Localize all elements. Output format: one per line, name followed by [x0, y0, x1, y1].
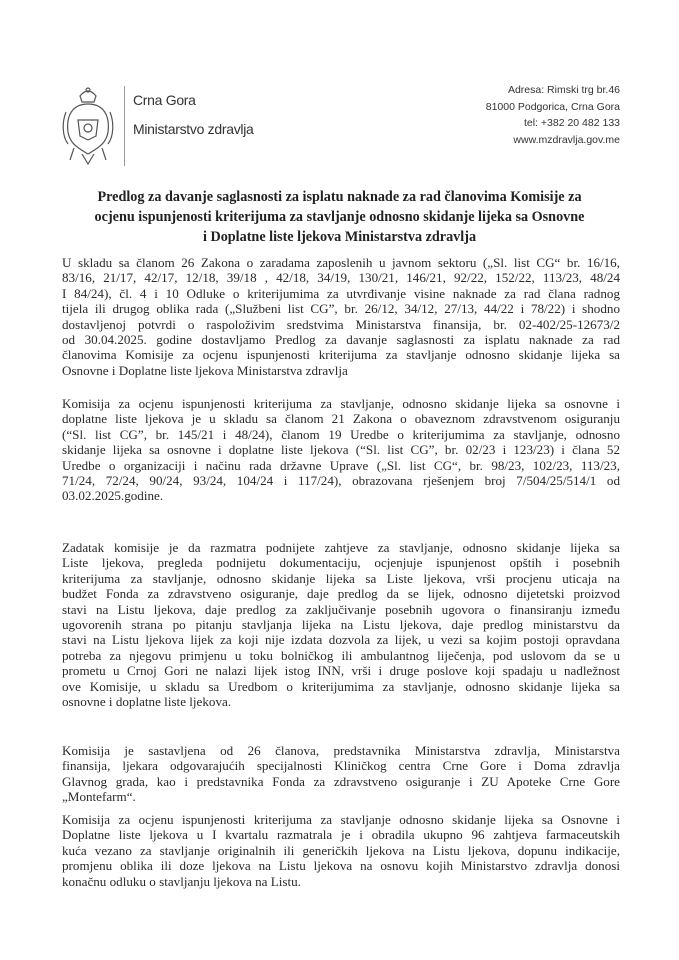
title-line: i Doplatne liste ljekova Ministarstva zdravlja [202, 229, 477, 245]
text-line: stavi na Listu ljekova lijek za koji nije izdata dozvola za lijek, u vezi sa kojim postoji opravdana [62, 632, 620, 648]
coat-of-arms-icon [60, 82, 116, 168]
text-line: Liste ljekova, pregleda podnijetu dokumentaciju, ocjenjuje ispunjenost opštih i posebnih [62, 555, 620, 571]
text-line: I 84/24), čl. 4 i 10 Odluke o kriterijumima za utvrđivanje visine naknade za rad člana radnog [62, 285, 620, 301]
text-line: potreba za njegovu primjenu u toku bolničkog ili ambulantnog liječenja, pod uslovom da se u [62, 647, 620, 663]
country-name: Crna Gora [133, 92, 196, 108]
text-line: 83/16, 21/17, 42/17, 12/18, 39/18 , 42/18, 34/19, 130/21, 146/21, 92/22, 152/22, 113/23, 48/24 [62, 270, 620, 286]
text-line: skidanje lijeka sa osnovne i doplatne liste ljekova (“Sl. list CG”, br. 02/23 i 123/23) i člana 52 [62, 442, 620, 458]
text-line: „Montefarm“. [62, 789, 136, 805]
text-line: 71/24, 72/24, 90/24, 93/24, 104/24 i 117/24), obrazovana rješenjem broj 7/504/25/514/1 od [62, 473, 620, 489]
text-line: ugovorenih strana po pitanju stavljanja lijeka na Listu ljekova, daje predlog ministarstvu da [62, 617, 620, 633]
text-line: dostavljenoj potvrdi o raspoloživim sredstvima Ministarstva finansija, br. 02-402/25-12673/2 [62, 316, 620, 332]
address-city: 81000 Podgorica, Crna Gora [485, 100, 620, 113]
text-line: budžet Fonda za zdravstveno osiguranje, daje predlog da se lijek, odnosno dijetetski proizvod [62, 586, 620, 602]
text-line: U skladu sa članom 26 Zakona o zaradama zaposlenih u javnom sektoru („Sl. list CG“ br. 16/16, [62, 255, 620, 270]
text-line: osnovne i doplatne liste ljekova. [62, 694, 232, 710]
text-line: promjenu oblika ili doze ljekova na Listu ljekova na osnovu kojih Ministarstvo zdravlja donosi [62, 858, 620, 874]
text-line: Doplatne liste ljekova u I kvartalu razmatrala je i obradila ukupno 96 zahtjeva farmaceutskih [62, 827, 620, 843]
text-line: prometu u Crnoj Gori ne nalazi lijek istog INN, vrši i druge poslove koji spadaju u nadležnost [62, 663, 620, 679]
text-line: Uredbe o organizaciji i načinu rada državne Uprave („Sl. list CG“, br. 98/23, 102/23, 113/23, [62, 457, 620, 473]
text-line: Komisija za ocjenu ispunjenosti kriterijuma za stavljanje odnosno skidanje lijeka sa Osnovne i [62, 812, 620, 827]
paragraph-legal-basis [62, 255, 620, 378]
phone: tel: +382 20 482 133 [523, 117, 620, 129]
text-line: Komisija za ocjenu ispunjenosti kriterijuma za stavljanje, odnosno skidanje lijeka sa osnovne i [62, 396, 620, 411]
text-line: Zadatak komisije je da razmatra podnijete zahtjeve za stavljanje, odnosno skidanje lijeka sa [62, 540, 620, 555]
text-line: stavi na Listu ljekova, daje predlog za zaključivanje posebnih ugovora o finansiranju između [62, 601, 620, 617]
title-line: Predlog za davanje saglasnosti za isplatu naknade za rad članovima Komisije za [97, 189, 582, 205]
header-divider [124, 86, 125, 166]
text-line: doplatne liste ljekova je u skladu sa članom 21 Zakona o obaveznom zdravstvenom osiguranju [62, 411, 620, 427]
address-line: Adresa: Rimski trg br.46 [507, 84, 620, 96]
text-line: tijela ili drugog oblika rada („Službeni list CG”, br. 26/12, 34/12, 27/13, 44/22 i 78/22) i shodno [62, 301, 620, 317]
paragraph-commission-members [62, 743, 620, 805]
text-line: konačnu odluku o stavljanju ljekova na Listu. [62, 873, 301, 889]
text-line: 03.02.2025.godine. [62, 488, 164, 504]
website-link: www.mzdravlja.gov.me [513, 133, 620, 146]
text-line: članovima Komisije za ocjenu ispunjenosti kriterijuma za stavljanje odnosno skidanje lijeka sa [62, 347, 620, 363]
text-line: kriterijuma za stavljanje, odnosno skidanje lijeka sa Liste ljekova, vrši procjenu uticaja na [62, 570, 620, 586]
text-line: (“Sl. list CG”, br. 145/21 i 48/24), članom 19 Uredbe o kriterijumima za stavljanje, odnosno [62, 426, 620, 442]
text-line: Komisija je sastavljena od 26 članova, predstavnika Ministarstva zdravlja, Ministarstva [62, 743, 620, 758]
contact-address [486, 82, 620, 148]
text-line: Glavnog grada, kao i predstavnika Fonda za zdravstveno osiguranje i ZU Apoteke Crne Gore [62, 773, 620, 789]
text-line: Osnovne i Doplatne liste ljekova Ministarstva zdravlja [62, 362, 348, 378]
text-line: finansija, ljekara odgovarajućih specijalnosti Kliničkog centra Crne Gore i Doma zdravlja [62, 758, 620, 774]
text-line: od 30.04.2025. godine dostavljamo Predlog za davanje saglasnosti za isplatu naknade za rad [62, 332, 620, 348]
text-line: kuća vezano za stavljanje originalnih ili generičkih ljekova na Listu ljekova, dopunu indikacije, [62, 842, 620, 858]
paragraph-commission-tasks [62, 540, 620, 709]
text-line: ove Komisije, u skladu sa Uredbom o kriterijumima za stavljanje, odnosno skidanje lijeka sa [62, 678, 620, 694]
paragraph-commission-formation [62, 396, 620, 504]
ministry-name: Ministarstvo zdravlja [133, 121, 254, 137]
paragraph-q1-activity [62, 812, 620, 889]
document-title [40, 187, 639, 247]
title-line: ocjenu ispunjenosti kriterijuma za stavljanje odnosno skidanje lijeka sa Osnovne [94, 209, 585, 225]
